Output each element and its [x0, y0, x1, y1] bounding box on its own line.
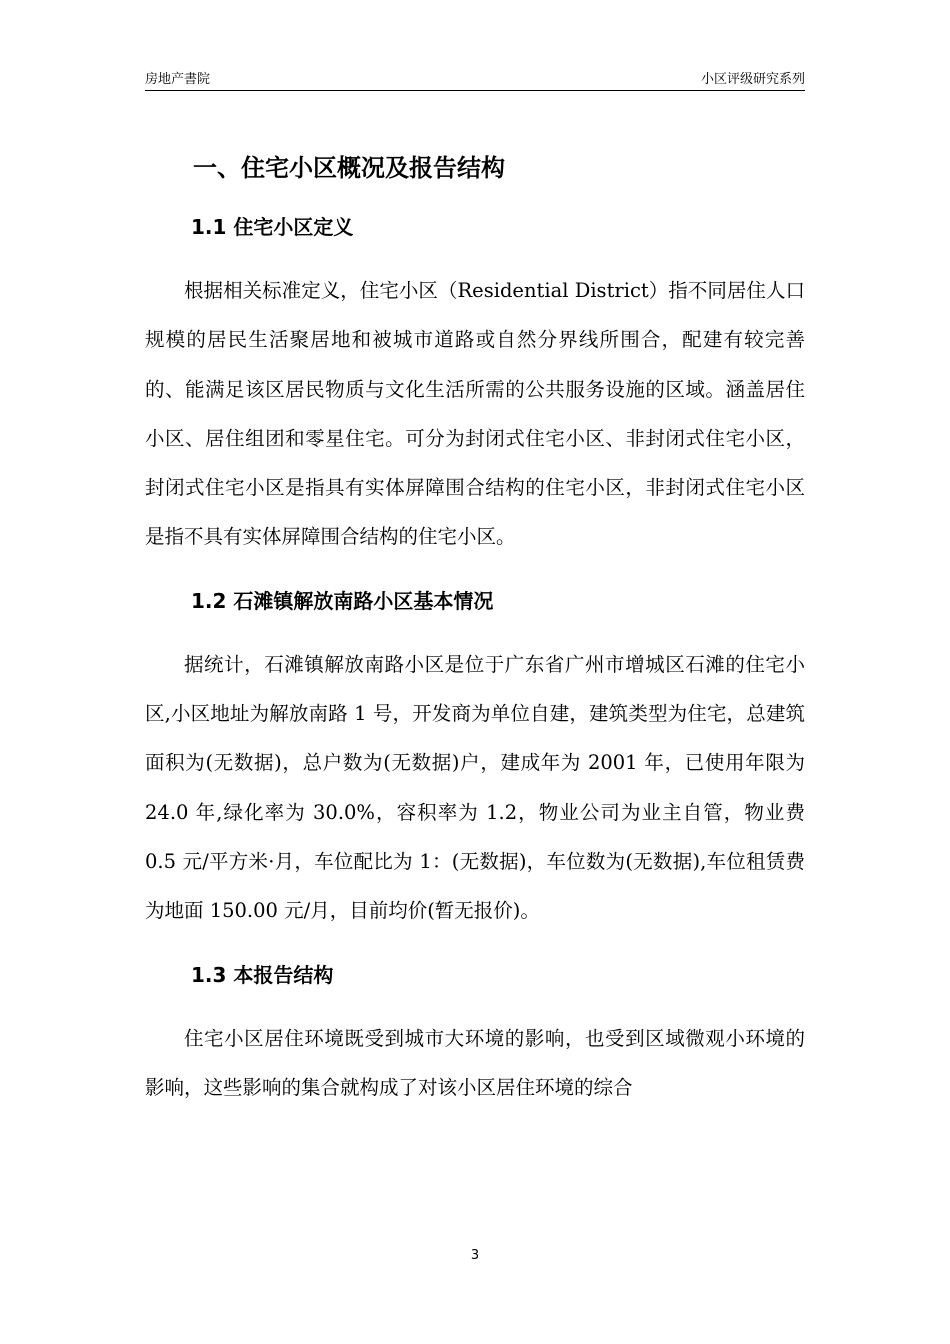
section-title: 一、住宅小区概况及报告结构 — [193, 154, 505, 182]
subsection-paragraph-3: 住宅小区居住环境既受到城市大环境的影响，也受到区域微观小环境的影响，这些影响的集合就构成了对该小区居住环境的综合 — [145, 1026, 805, 1099]
subsection-title-2: 1.2 石滩镇解放南路小区基本情况 — [191, 588, 494, 613]
header-publisher: 房地产書院 — [145, 72, 211, 87]
subsection-paragraph-1: 根据相关标准定义，住宅小区（Residential District）指不同居住人口规模的居民生活聚居地和被城市道路或自然分界线所围合，配建有较完善的、能满足该区居民物质与文化生活所需的公共服务设施的区域。涵盖居住小区、居住组团和零星住宅。可分为封闭式住宅小区、非封闭式住宅小区，封闭式住宅小区是指具有实体屏障围合结构的住宅小区，非封闭式住宅小区是指不具有实体屏障围合结构的住宅小区。 — [145, 279, 805, 549]
page-number: 3 — [470, 1248, 480, 1263]
page-header — [145, 66, 805, 91]
subsection-title-3: 1.3 本报告结构 — [191, 962, 334, 987]
subsection-title-1: 1.1 住宅小区定义 — [191, 215, 354, 239]
subsection-paragraph-2: 据统计，石滩镇解放南路小区是位于广东省广州市增城区石滩的住宅小区,小区地址为解放南路 1 号，开发商为单位自建，建筑类型为住宅，总建筑面积为(无数据)，总户数为(无数据)户，建成年为 2001 年，已使用年限为 24.0 年,绿化率为 30.0%，容积率为 1.2，物业公司为业主自管，物业费 0.5 元/平方米·月，车位配比为 1：(无数据)，车位数为(无数据),车位租赁费为地面 150.00 元/月，目前均价(暂无报价)。 — [145, 652, 805, 923]
header-series-title: 小区评级研究系列 — [700, 72, 805, 87]
document-body — [145, 138, 805, 1112]
